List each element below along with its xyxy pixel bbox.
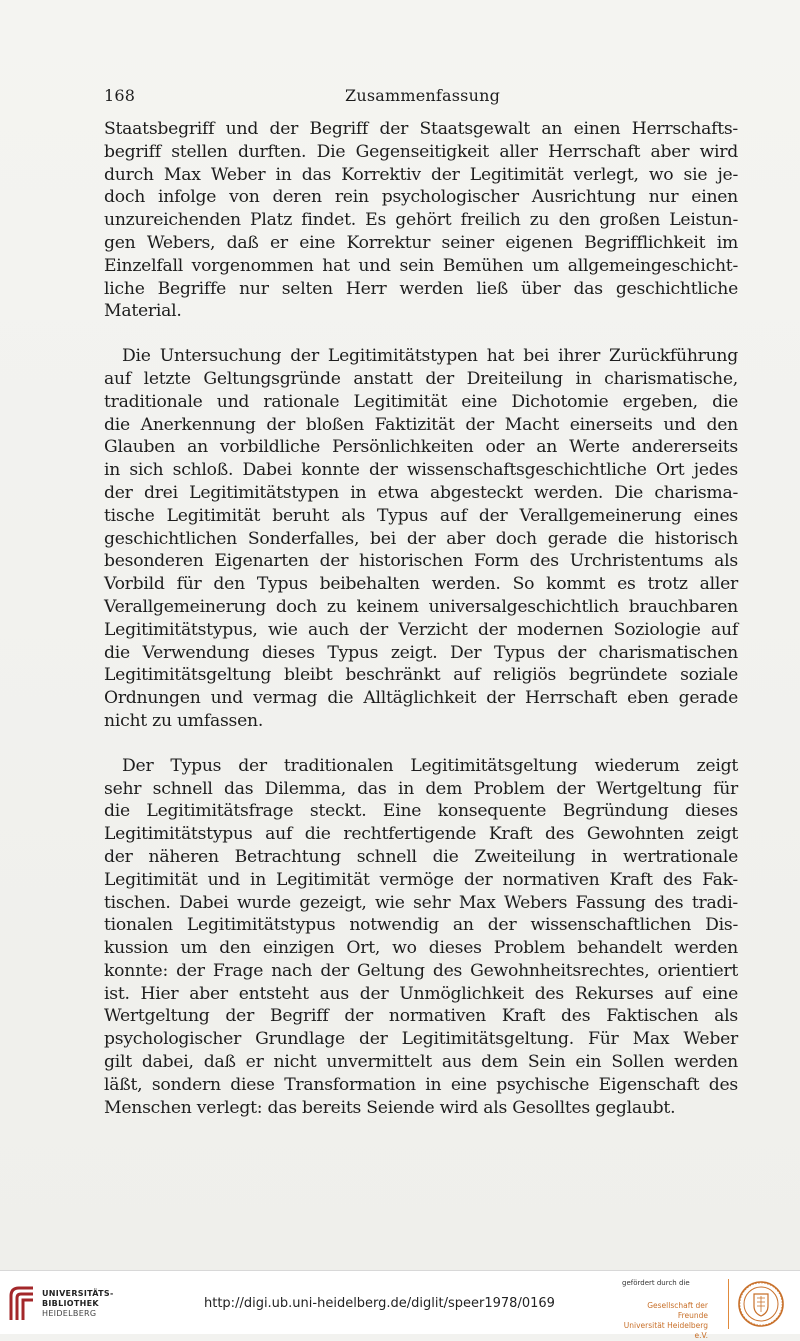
digitization-footer	[0, 1270, 800, 1340]
text-line: der drei Legitimitätstypen in etwa abgesteckt werden. Die charisma-	[104, 482, 738, 503]
text-line: sehr schnell das Dilemma, das in dem Problem der Wertgeltung für	[104, 778, 738, 799]
text-line: Einzelfall vorgenommen hat und sein Bemühen um allgemeingeschicht-	[104, 255, 738, 276]
text-line: besonderen Eigenarten der historischen Form des Urchristentums als	[104, 551, 738, 572]
text-line: die Anerkennung der bloßen Faktizität der Macht einerseits und den	[104, 414, 738, 435]
text-line: traditionale und rationale Legitimität eine Dichotomie ergeben, die	[104, 391, 738, 412]
text-line: läßt, sondern diese Transformation in eine psychische Eigenschaft des	[104, 1074, 738, 1095]
text-line: Staatsbegriff und der Begriff der Staatsgewalt an einen Herrschafts-	[104, 119, 738, 139]
page-number: 168	[104, 86, 136, 105]
text-line: gilt dabei, daß er nicht unvermittelt aus dem Sein ein Sollen werden	[104, 1052, 738, 1073]
text-line: kussion um den einzigen Ort, wo dieses Problem behandelt werden	[104, 938, 738, 959]
text-line: liche Begriffe nur selten Herr werden ließ über das geschichtliche	[104, 278, 738, 299]
text-line: die Legitimitätsfrage steckt. Eine konsequente Begründung dieses	[104, 801, 738, 822]
text-line: in sich schloß. Dabei konnte der wissenschaftsgeschichtliche Ort jedes	[104, 460, 738, 481]
library-name-line: HEIDELBERG	[42, 1309, 97, 1318]
text-line: psychologischer Grundlage der Legitimitätsgeltung. Für Max Weber	[104, 1029, 738, 1050]
text-line: tischen. Dabei wurde gezeigt, wie sehr Max Webers Fassung des tradi-	[104, 892, 738, 913]
text-line: doch infolge von deren rein psychologischer Ausrichtung nur einen	[104, 187, 738, 208]
text-line: auf letzte Geltungsgründe anstatt der Dreiteilung in charismatische,	[104, 368, 738, 389]
text-line: Legitimität und in Legitimität vermöge der normativen Kraft des Fak-	[104, 869, 738, 890]
library-name[interactable]	[42, 1289, 114, 1319]
text-line: nicht zu umfassen.	[104, 710, 264, 731]
text-line: begriff stellen durften. Die Gegenseitigkeit aller Herrschaft aber wird	[104, 141, 738, 162]
text-line: Menschen verlegt: das bereits Seiende wird als Gesolltes geglaubt.	[104, 1097, 676, 1118]
paragraph-gap	[104, 733, 738, 755]
text-line: Verallgemeinerung doch zu keinem universalgeschichtlich brauchbaren	[104, 596, 738, 617]
text-line: die Verwendung dieses Typus zeigt. Der Typus der charismatischen	[104, 642, 738, 663]
text-line: Wertgeltung der Begriff der normativen Kraft des Faktischen als	[104, 1006, 738, 1027]
university-seal-icon	[736, 1280, 786, 1328]
text-line: unzureichenden Platz findet. Es gehört freilich zu den großen Leistun-	[104, 210, 738, 231]
text-line: Die Untersuchung der Legitimitätstypen hat bei ihrer Zurückführung	[122, 346, 738, 367]
sponsor-divider	[728, 1279, 729, 1329]
library-name-line: BIBLIOTHEK	[42, 1299, 99, 1308]
text-line: Der Typus der traditionalen Legitimitätsgeltung wiederum zeigt	[122, 755, 738, 776]
sponsor-name-line: Gesellschaft der Freunde	[647, 1301, 708, 1320]
text-line: durch Max Weber in das Korrektiv der Legitimität verlegt, wo sie je-	[104, 164, 738, 185]
text-line: Legitimitätsgeltung bleibt beschränkt auf religiös begründete soziale	[104, 665, 738, 686]
library-logo-icon[interactable]	[8, 1284, 36, 1322]
permalink-url[interactable]: http://digi.ub.uni-heidelberg.de/diglit/speer1978/0169	[204, 1296, 555, 1311]
sponsor-name-line: Universität Heidelberg e.V.	[623, 1321, 708, 1340]
sponsor-name[interactable]	[622, 1301, 708, 1341]
text-line: Glauben an vorbildliche Persönlichkeiten oder an Werte andererseits	[104, 437, 738, 458]
text-line: konnte: der Frage nach der Geltung des Gewohnheitsrechtes, orientiert	[104, 960, 738, 981]
sponsor-caption: gefördert durch die	[622, 1279, 690, 1287]
body-text	[104, 118, 738, 1119]
text-line: ist. Hier aber entsteht aus der Unmöglichkeit des Rekurses auf eine	[104, 983, 738, 1004]
text-line: Legitimitätstypus auf die rechtfertigende Kraft des Gewohnten zeigt	[104, 824, 738, 845]
text-line: tionalen Legitimitätstypus notwendig an der wissenschaftlichen Dis-	[104, 915, 738, 936]
running-head: Zusammenfassung	[345, 86, 501, 105]
library-name-line: UNIVERSITÄTS-	[42, 1289, 114, 1298]
text-line: Material.	[104, 301, 182, 322]
text-line: der näheren Betrachtung schnell die Zweiteilung in wertrationale	[104, 846, 738, 867]
text-line: Ordnungen und vermag die Alltäglichkeit der Herrschaft eben gerade	[104, 688, 738, 709]
text-line: gen Webers, daß er eine Korrektur seiner eigenen Begrifflichkeit im	[104, 232, 738, 253]
text-line: Vorbild für den Typus beibehalten werden. So kommt es trotz aller	[104, 574, 738, 595]
text-line: geschichtlichen Sonderfalles, bei der aber doch gerade die historisch	[104, 528, 738, 549]
paragraph-gap	[104, 323, 738, 345]
text-line: Legitimitätstypus, wie auch der Verzicht der modernen Soziologie auf	[104, 619, 738, 640]
text-line: tische Legitimität beruht als Typus auf der Verallgemeinerung eines	[104, 505, 738, 526]
